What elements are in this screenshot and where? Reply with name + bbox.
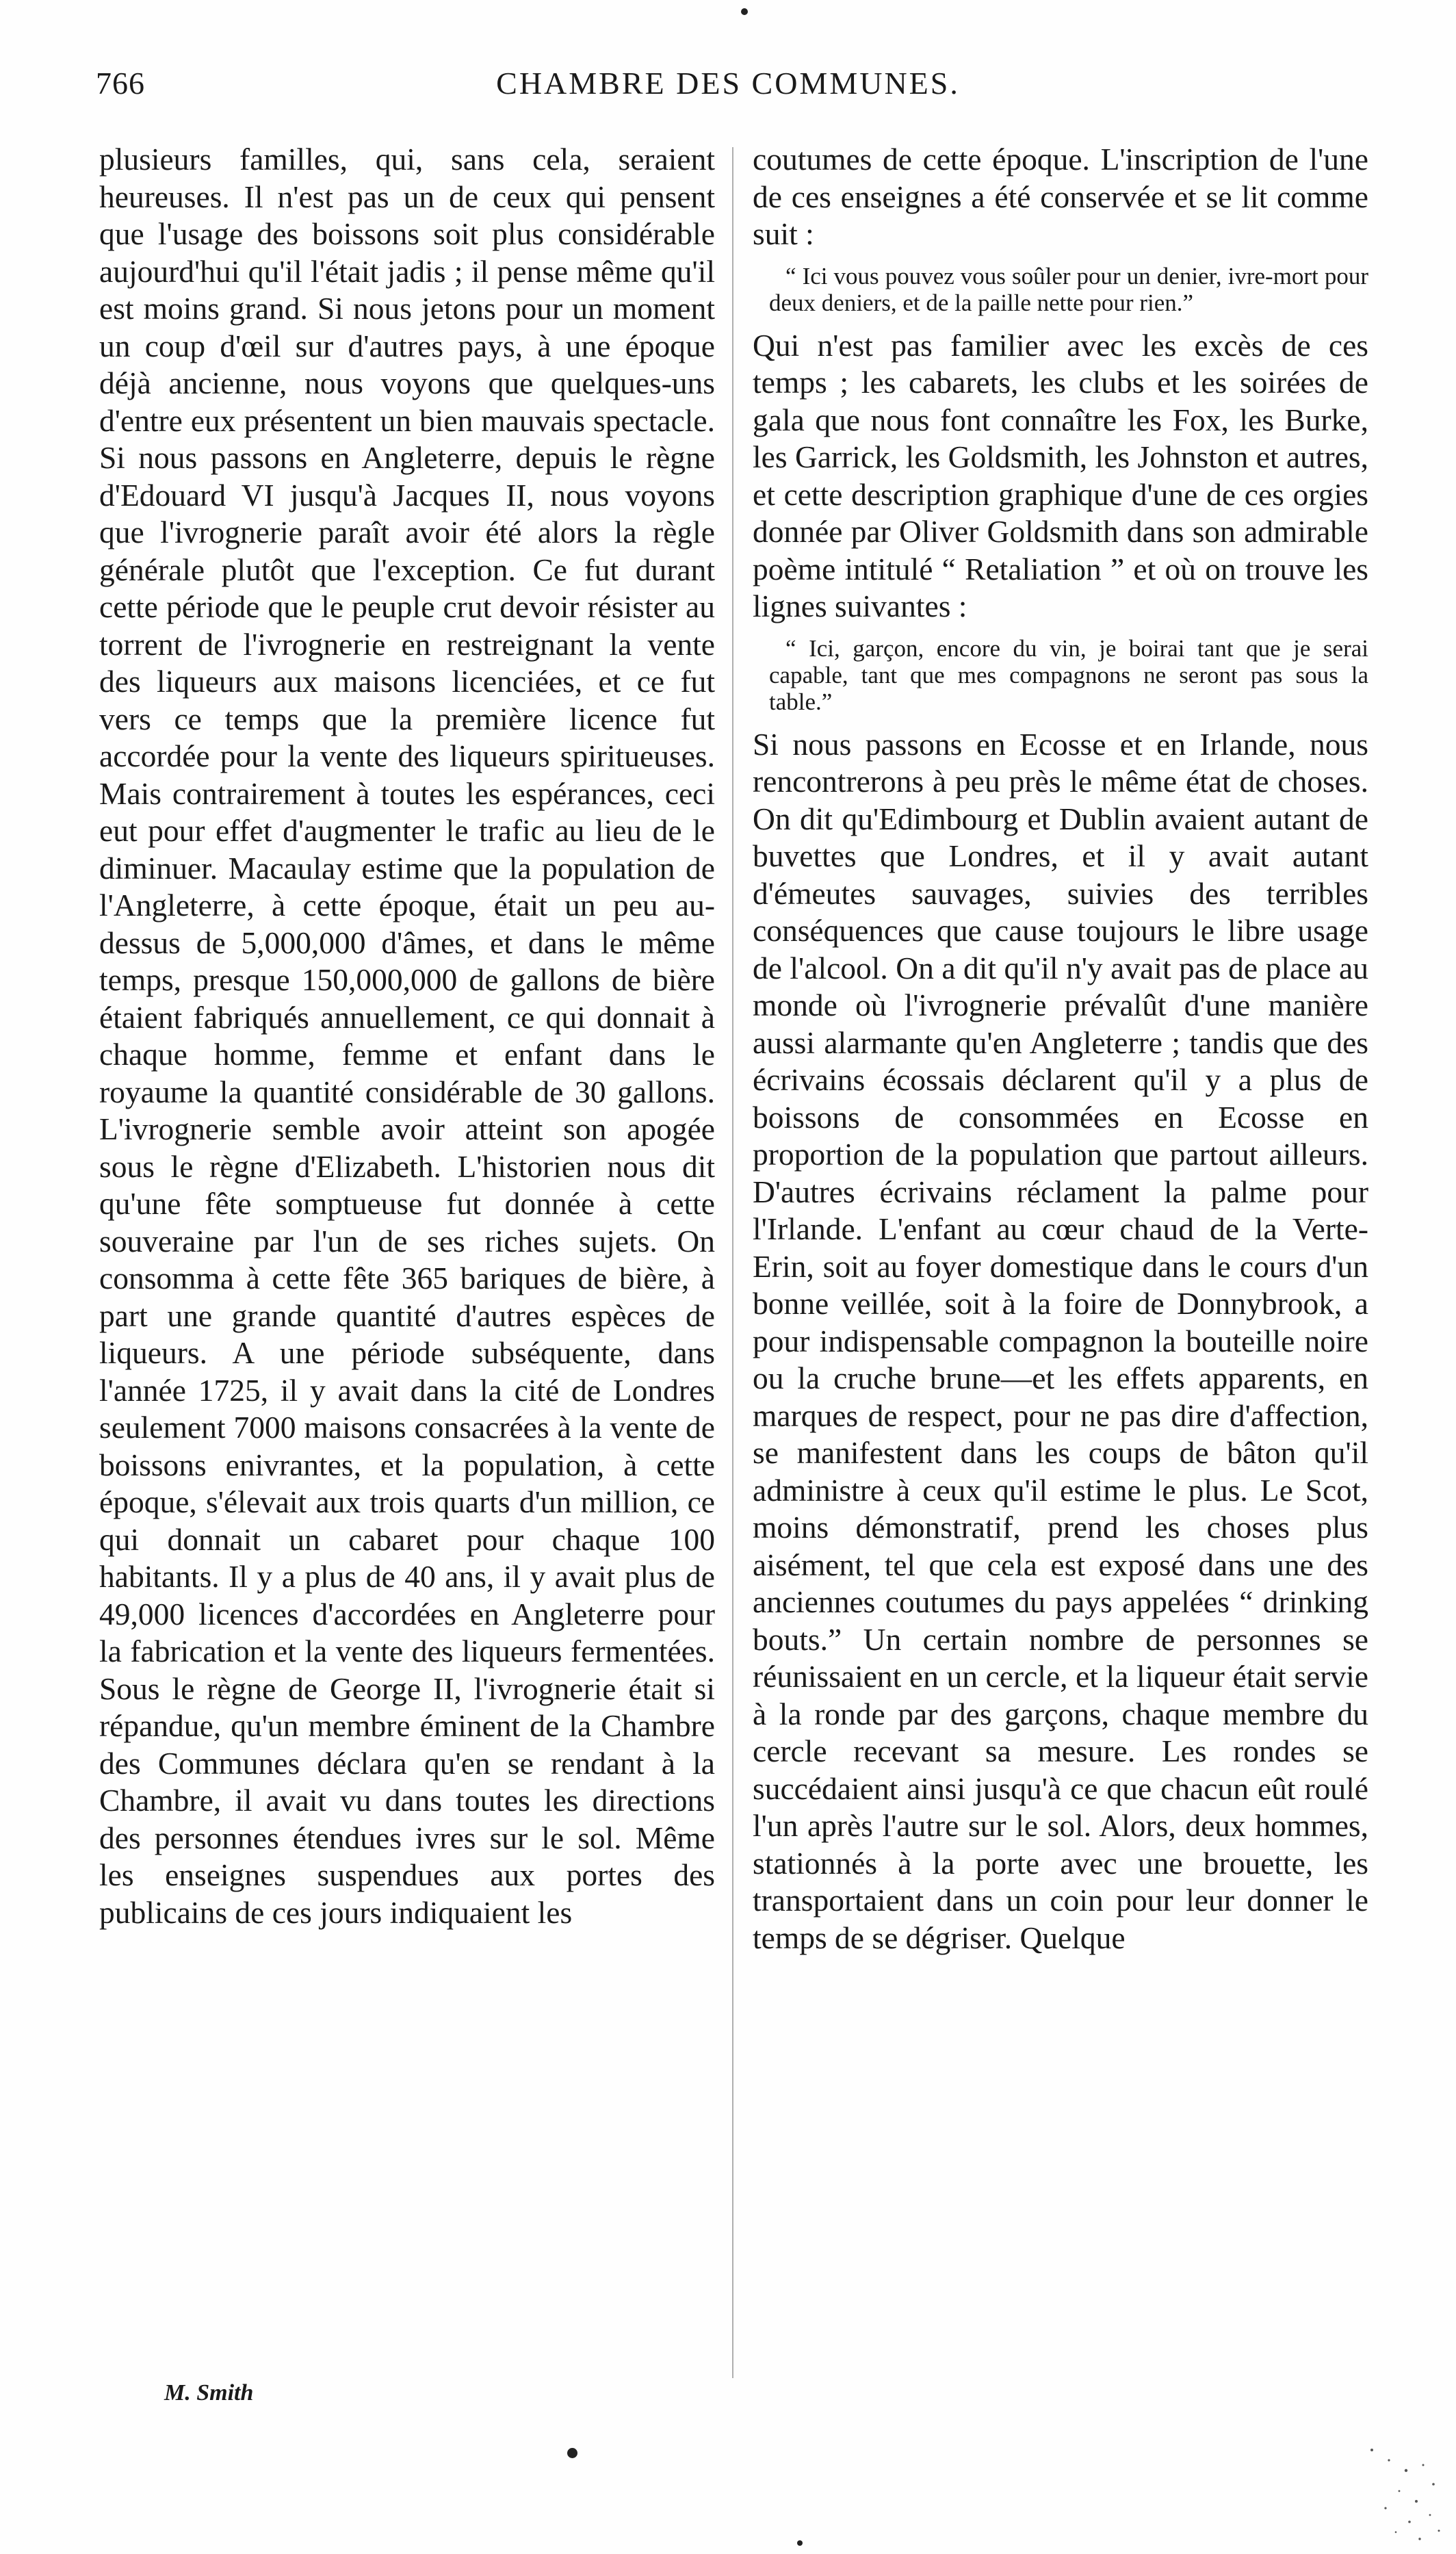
right-column-paragraph-3: Si nous passons en Ecosse et en Irlande, nous rencontrerons à peu près le même état de choses. On dit qu'Edimbourg et Dublin avaient autant de buvettes que Londres, et il y avait autant d'émeutes sauvages, suivies des terribles conséquences que cause toujours le libre usage de l'alcool. On a dit qu'il n'y avait pas de place au monde où l'ivrognerie prévalût d'une manière aussi alarmante qu'en Angleterre ; tandis que des écrivains écossais déclarent qu'il y a plus de boissons de consommées en Ecosse en proportion de la population que partout ailleurs. D'autres écrivains réclament la palme pour l'Irlande. L'enfant au cœur chaud de la Verte-Erin, soit au foyer domestique dans le cours d'un bonne veillée, soit à la foire de Donnybrook, a pour indispensable compagnon la bouteille noire ou la cruche brune—et les effets apparents, en marques de respect, pour ne pas dire d'affection, se manifestent dans les coups de bâton qu'il administre à ceux qu'il estime le plus. Le Scot, moins démonstratif, prend les choses plus aisément, tel que cela est exposé dans une des anciennes coutumes du pays appelées “ drinking bouts.” Un certain nombre de personnes se réunissaient en un cercle, et la liqueur était servie à la ronde par des garçons, chaque membre du cercle recevant sa mesure. Les rondes se succédaient ainsi jusqu'à ce que chacun eût roulé l'un après l'autre sur le sol. Alors, deux hommes, stationnés à la porte avec une brouette, les transportaient dans un coin pour leur donner le temps de se dégriser. Quelque	[753, 726, 1368, 1955]
right-column-paragraph-2: Qui n'est pas familier avec les excès de ces temps ; les cabarets, les clubs et les soirées de gala que nous font connaître les Fox, les Burke, les Garrick, les Goldsmith, les Johnston et autres, et cette description graphique d'une de ces orgies donnée par Oliver Goldsmith dans son admirable poème intitulé “ Retaliation ” et où on trouve les lignes suivantes :	[753, 327, 1368, 623]
ink-speck	[741, 8, 748, 15]
right-column-paragraph-1: coutumes de cette époque. L'inscription de l'une de ces enseignes a été conservée et se lit comme suit :	[753, 142, 1368, 251]
column-divider	[732, 147, 733, 2378]
page-number: 766	[96, 66, 145, 101]
ink-speck	[797, 2540, 803, 2546]
ink-speck	[567, 2448, 577, 2458]
running-title: CHAMBRE DES COMMUNES.	[496, 66, 960, 101]
quote-retaliation: “ Ici, garçon, encore du vin, je boirai tant que je serai capable, tant que mes compagnons ne seront pas sous la table.”	[769, 634, 1368, 715]
paper-speckle-marks	[1358, 2436, 1447, 2546]
quote-sign-inscription: “ Ici vous pouvez vous soûler pour un denier, ivre-mort pour deux deniers, et de la paille nette pour rien.”	[769, 262, 1368, 316]
right-column	[753, 141, 1368, 1957]
left-column-paragraph: plusieurs familles, qui, sans cela, seraient heureuses. Il n'est pas un de ceux qui pensent que l'usage des boissons soit plus considérable aujourd'hui qu'il l'était jadis ; il pense même qu'il est moins grand. Si nous jetons pour un moment un coup d'œil sur d'autres pays, à une époque déjà ancienne, nous voyons que quelques-uns d'entre eux présentent un bien mauvais spectacle. Si nous passons en Angleterre, depuis le règne d'Edouard VI jusqu'à Jacques II, nous voyons que l'ivrognerie paraît avoir été alors la règle générale plutôt que l'exception. Ce fut durant cette période que le peuple crut devoir résister au torrent de l'ivrognerie en restreignant la vente des liqueurs aux maisons licenciées, et ce fut vers ce temps que la première licence fut accordée pour la vente des liqueurs spiritueuses. Mais contrairement à toutes les espérances, ceci eut pour effet d'augmenter le trafic au lieu de le diminuer. Macaulay estime que la population de l'Angleterre, à cette époque, était un peu au-dessus de 5,000,000 d'âmes, et dans le même temps, presque 150,000,000 de gallons de bière étaient fabriqués annuellement, ce qui donnait à chaque homme, femme et enfant dans le royaume la quantité considérable de 30 gallons. L'ivrognerie semble avoir atteint son apogée sous le règne d'Elizabeth. L'historien nous dit qu'une fête somptueuse fut donnée à cette souveraine par l'un de ses riches sujets. On consomma à cette fête 365 bariques de bière, à part une grande quantité d'autres espèces de liqueurs. A une période subséquente, dans l'année 1725, il y avait dans la cité de Londres seulement 7000 maisons consacrées à la vente de boissons enivrantes, et la population, à cette époque, s'élevait aux trois quarts d'un million, ce qui donnait un cabaret pour chaque 100 habitants. Il y a plus de 40 ans, il y avait plus de 49,000 licences d'accordées en Angleterre pour la fabrication et la vente des liqueurs fermentées. Sous le règne de George II, l'ivrognerie était si répandue, qu'un membre éminent de la Chambre des Communes déclara qu'en se rendant à la Chambre, il avait vu dans toutes les directions des personnes étendues ivres sur le sol. Même les enseignes suspendues aux portes des publicains de ces jours indiquaient les	[99, 142, 715, 1930]
left-column	[99, 141, 715, 1931]
printer-signature: M. Smith	[164, 2380, 254, 2405]
